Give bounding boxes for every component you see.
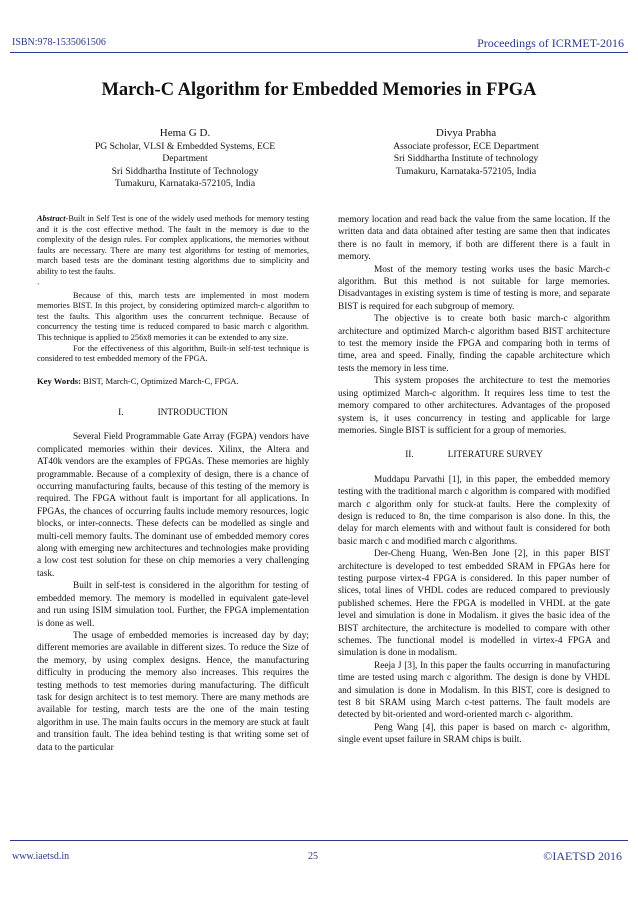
- keywords: [37, 376, 309, 387]
- keywords-label: Key Words:: [37, 375, 82, 386]
- abstract-paragraph: [37, 214, 309, 278]
- abstract-paragraph-2: Because of this, march tests are implemented in most modern memories BIST. In this project, by considering optimized march-c algorithm to test the faults. This algorithm uses the concurrent technique. Because of concurrency the testing time is reduced compared to basic march c algorithm. This technique is applied to 256x8 memories it can be extended to any size.: [37, 290, 309, 342]
- section-number: II.: [405, 450, 414, 461]
- author-affiliation-line: Sri Siddhartha Institute of Technology: [111, 165, 259, 177]
- body-paragraph: Reeja J [3], In this paper the faults occurring in manufacturing time are tested using march c algorithm. The design is done by VHDL and simulation is done in Modalism. In this BIST, core is designed to test 8 bit SRAM using March c-test patterns. The fault models are detected by bit-oriented and word-oriented march c- algorithm.: [338, 660, 610, 721]
- page-number: 25: [308, 851, 318, 862]
- abstract-paragraph-3: For the effectiveness of this algorithm, Built-in self-test technique is considered to test embedded memory of the FPGA.: [37, 343, 309, 364]
- author-affiliation-line: Associate professor, ECE Department: [393, 140, 539, 152]
- body-paragraph: memory location and read back the value from the same location. If the written data and data obtained after testing are same then that indicates there is no fault in memory, if both are different there is a fault in memory.: [338, 215, 610, 263]
- section-number: I.: [118, 408, 124, 419]
- body-paragraph: Der-Cheng Huang, Wen-Ben Jone [2], in this paper BIST architecture is developed to test embedded SRAM in FPGAs here for testing purpose virtex-4 FPGA is considered. In this paper number of slices, total lines of VHDL codes are reduced compared to previously published schemes. Here the FPGA is modelled in VHDL at the gate level and simulation is done in Modalism. it gives the basic idea of the BIST architecture, the architecture is modelled to compare with other schemes. The functional model is modelled in virtex-4 FPGA and simulation is done in modalism.: [338, 549, 610, 659]
- author-name: Hema G D.: [159, 127, 211, 139]
- author-affiliation-line: Tumakuru, Karnataka-572105, India: [114, 178, 256, 189]
- body-paragraph: The usage of embedded memories is increased day by day; different memories are available in different sizes. To reduce the Size of the memory, by using complex designs. Hence, the manufacturing difficulty in producing the memory also increases. This requires the testing methods to test memories during manufacturing. The difficult task for design architect is to test memory. There are many methods are available for testing, march tests are the one of the main testing algorithm in use. The main faults occurs in the memory are stuck at fault and transition fault. The idea behind testing is that writing some set of data to the particular: [37, 630, 309, 753]
- body-paragraph: Several Field Programmable Gate Array (FGPA) vendors have complicated memories within their devices. Xilinx, the Altera and AT40k vendors are the examples of FPGAs. These memories are highly programmable. Because of a complexity of design, there is a chance of occurring manufacturing faults, because of this testing of the memory is required. The FPGA without fault is important for all applications. In FPGAs, the chances of occurring faults include memory resources, logic blocks, or inter-connects. These defects can be modelled as single and multi-cell memory faults. The dominant use of embedded memory cores along with emerging new architectures and technologies make providing a low cost test solution for these on chip memories a very challenging task.: [37, 432, 309, 579]
- stray-mark: `: [37, 281, 40, 291]
- abstract-label: Abstract-: [37, 214, 69, 223]
- section-title: LITERATURE SURVEY: [447, 450, 543, 461]
- footer-copyright: ©IAETSD 2016: [543, 849, 622, 863]
- left-column: [37, 214, 309, 754]
- author-affiliation-line: Tumakuru, Karnataka-572105, India: [395, 165, 537, 177]
- body-paragraph: This system proposes the architecture to test the memories using optimized March-c algorithm. It requires less time to test the memory compared to other architectures. Advantages of the proposed system is, it uses concurrency in testing and applicable for large memories. Single BIST is sufficient for a group of memories.: [338, 376, 610, 436]
- proceedings-label: Proceedings of ICRMET-2016: [477, 36, 624, 50]
- isbn-label: ISBN:978-1535061506: [12, 37, 106, 48]
- author-name: Divya Prabha: [435, 127, 497, 139]
- keywords-text: BIST, March-C, Optimized March-C, FPGA.: [81, 375, 239, 386]
- footer-url[interactable]: www.iaetsd.in: [12, 851, 70, 862]
- body-paragraph: Peng Wang [4], this paper is based on march c- algorithm, single event upset failure in SRAM chips is built.: [338, 722, 610, 746]
- body-paragraph: Built in self-test is considered in the algorithm for testing of embedded memory. The memory is modelled in equivalent gate-level and run using ISIM simulation tool. Further, the FPGA implementation is done as well.: [37, 581, 309, 629]
- abstract-text: Built in Self Test is one of the widely used methods for memory testing and it is the cost effective method. The fault in the memory is due to the complexity of the design rules. For complex applications, the memories without faults are necessary. There are many test algorithms for testing of memories, march based tests are the dominant testing algorithms due to simplicity and ability to test the faults.: [37, 214, 309, 276]
- footer-divider: [10, 840, 628, 841]
- body-paragraph: Most of the memory testing works uses the basic March-c algorithm. But this method is not suitable for large memories. Disadvantages in existing system is time of testing is more, and separate BIST is required for each subgroup of memory.: [338, 264, 610, 312]
- author-block-2: [336, 127, 596, 178]
- author-block-1: [55, 127, 315, 191]
- body-paragraph: Muddapu Parvathi [1], in this paper, the embedded memory testing with the traditional march c algorithm is compared with modified march c algorithm only for stuck-at faults. Here the complexity of design is reduced to 8n, the time comparison is also done. In this, the delay for march elements with and without fault is considered for both basic march c and modified march c algorithms.: [338, 474, 610, 547]
- section-heading-literature-survey: [338, 449, 610, 461]
- section-heading-introduction: [37, 407, 309, 419]
- author-affiliation-line: Department: [162, 153, 208, 164]
- section-title: INTRODUCTION: [157, 408, 228, 419]
- paper-title: March-C Algorithm for Embedded Memories in FPGA: [101, 80, 537, 100]
- header-divider: [10, 52, 628, 53]
- author-affiliation-line: Sri Siddhartha Institute of technology: [393, 153, 539, 164]
- author-affiliation-line: PG Scholar, VLSI & Embedded Systems, ECE: [94, 140, 276, 152]
- body-paragraph: The objective is to create both basic march-c algorithm architecture and optimized March-c algorithm based BIST architecture to test the memory inside the FPGA and comparing both in terms of time, area and speed. Finally, finding the capable architecture which tests the memory in less time.: [338, 314, 610, 374]
- right-column: [338, 214, 610, 747]
